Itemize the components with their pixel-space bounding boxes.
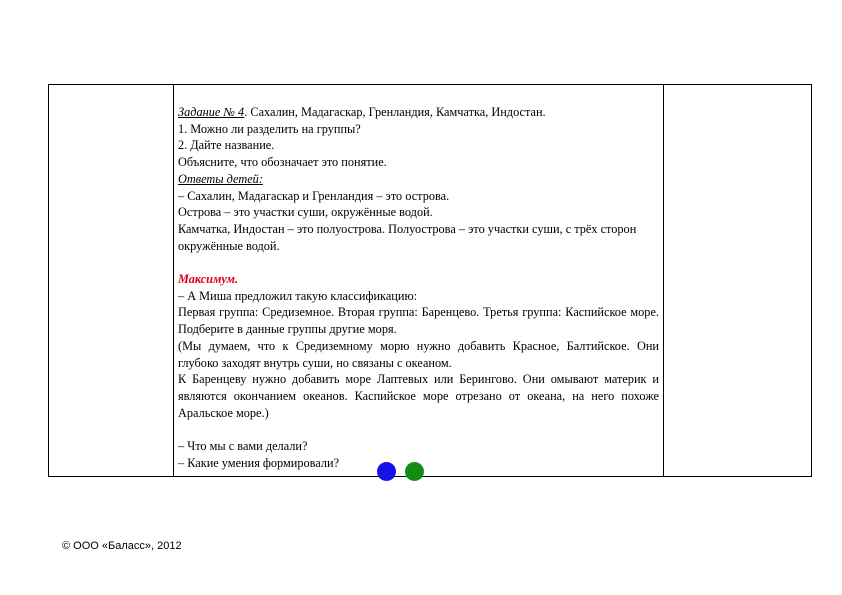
spacer bbox=[178, 421, 659, 438]
maximum-line-2: Первая группа: Средиземное. Вторая группа: Баренцево. Третья группа: Каспийское море. Подберите в данные группы другие моря. bbox=[178, 305, 659, 337]
table-right-border bbox=[811, 84, 812, 477]
task-heading: Задание № 4 bbox=[178, 105, 245, 119]
question-1: 1. Можно ли разделить на группы? bbox=[178, 121, 361, 136]
prev-slide-button[interactable] bbox=[377, 462, 396, 481]
question-2: 2. Дайте название. bbox=[178, 138, 275, 153]
spacer bbox=[178, 254, 659, 271]
table-column-divider-1 bbox=[173, 84, 174, 477]
table-column-divider-2 bbox=[663, 84, 664, 477]
next-slide-button[interactable] bbox=[405, 462, 424, 481]
lesson-cell-content bbox=[178, 104, 659, 471]
answer-2: Острова – это участки суши, окружённые водой. bbox=[178, 205, 433, 220]
answers-heading: Ответы детей: bbox=[178, 171, 263, 186]
answer-3: Камчатка, Индостан – это полуострова. Полуострова – это участки суши, с трёх сторон окружённые водой. bbox=[178, 221, 637, 253]
explain-line: Объясните, что обозначает это понятие. bbox=[178, 155, 387, 170]
table-bottom-border bbox=[48, 476, 812, 477]
table-top-border bbox=[48, 84, 812, 85]
maximum-heading: Максимум. bbox=[178, 272, 239, 287]
answer-1: – Сахалин, Мадагаскар и Гренландия – это острова. bbox=[178, 188, 450, 203]
task-text: . Сахалин, Мадагаскар, Гренландия, Камчатка, Индостан. bbox=[244, 105, 546, 119]
footer-copyright: © ООО «Баласс», 2012 bbox=[62, 540, 182, 552]
reflection-1: – Что мы с вами делали? bbox=[178, 439, 308, 454]
maximum-line-3: (Мы думаем, что к Средиземному морю нужно добавить Красное, Балтийское. Они глубоко заходят внутрь суши, но связаны с океаном. bbox=[178, 338, 659, 370]
reflection-2: – Какие умения формировали? bbox=[178, 455, 340, 470]
task-line bbox=[178, 104, 659, 121]
maximum-line-4: К Баренцеву нужно добавить море Лаптевых или Берингово. Они омывают материк и являются окончанием океанов. Каспийское море отрезано от океана, на него похоже Аральское море.) bbox=[178, 372, 659, 420]
maximum-line-1: – А Миша предложил такую классификацию: bbox=[178, 288, 418, 303]
table-left-border bbox=[48, 84, 49, 477]
